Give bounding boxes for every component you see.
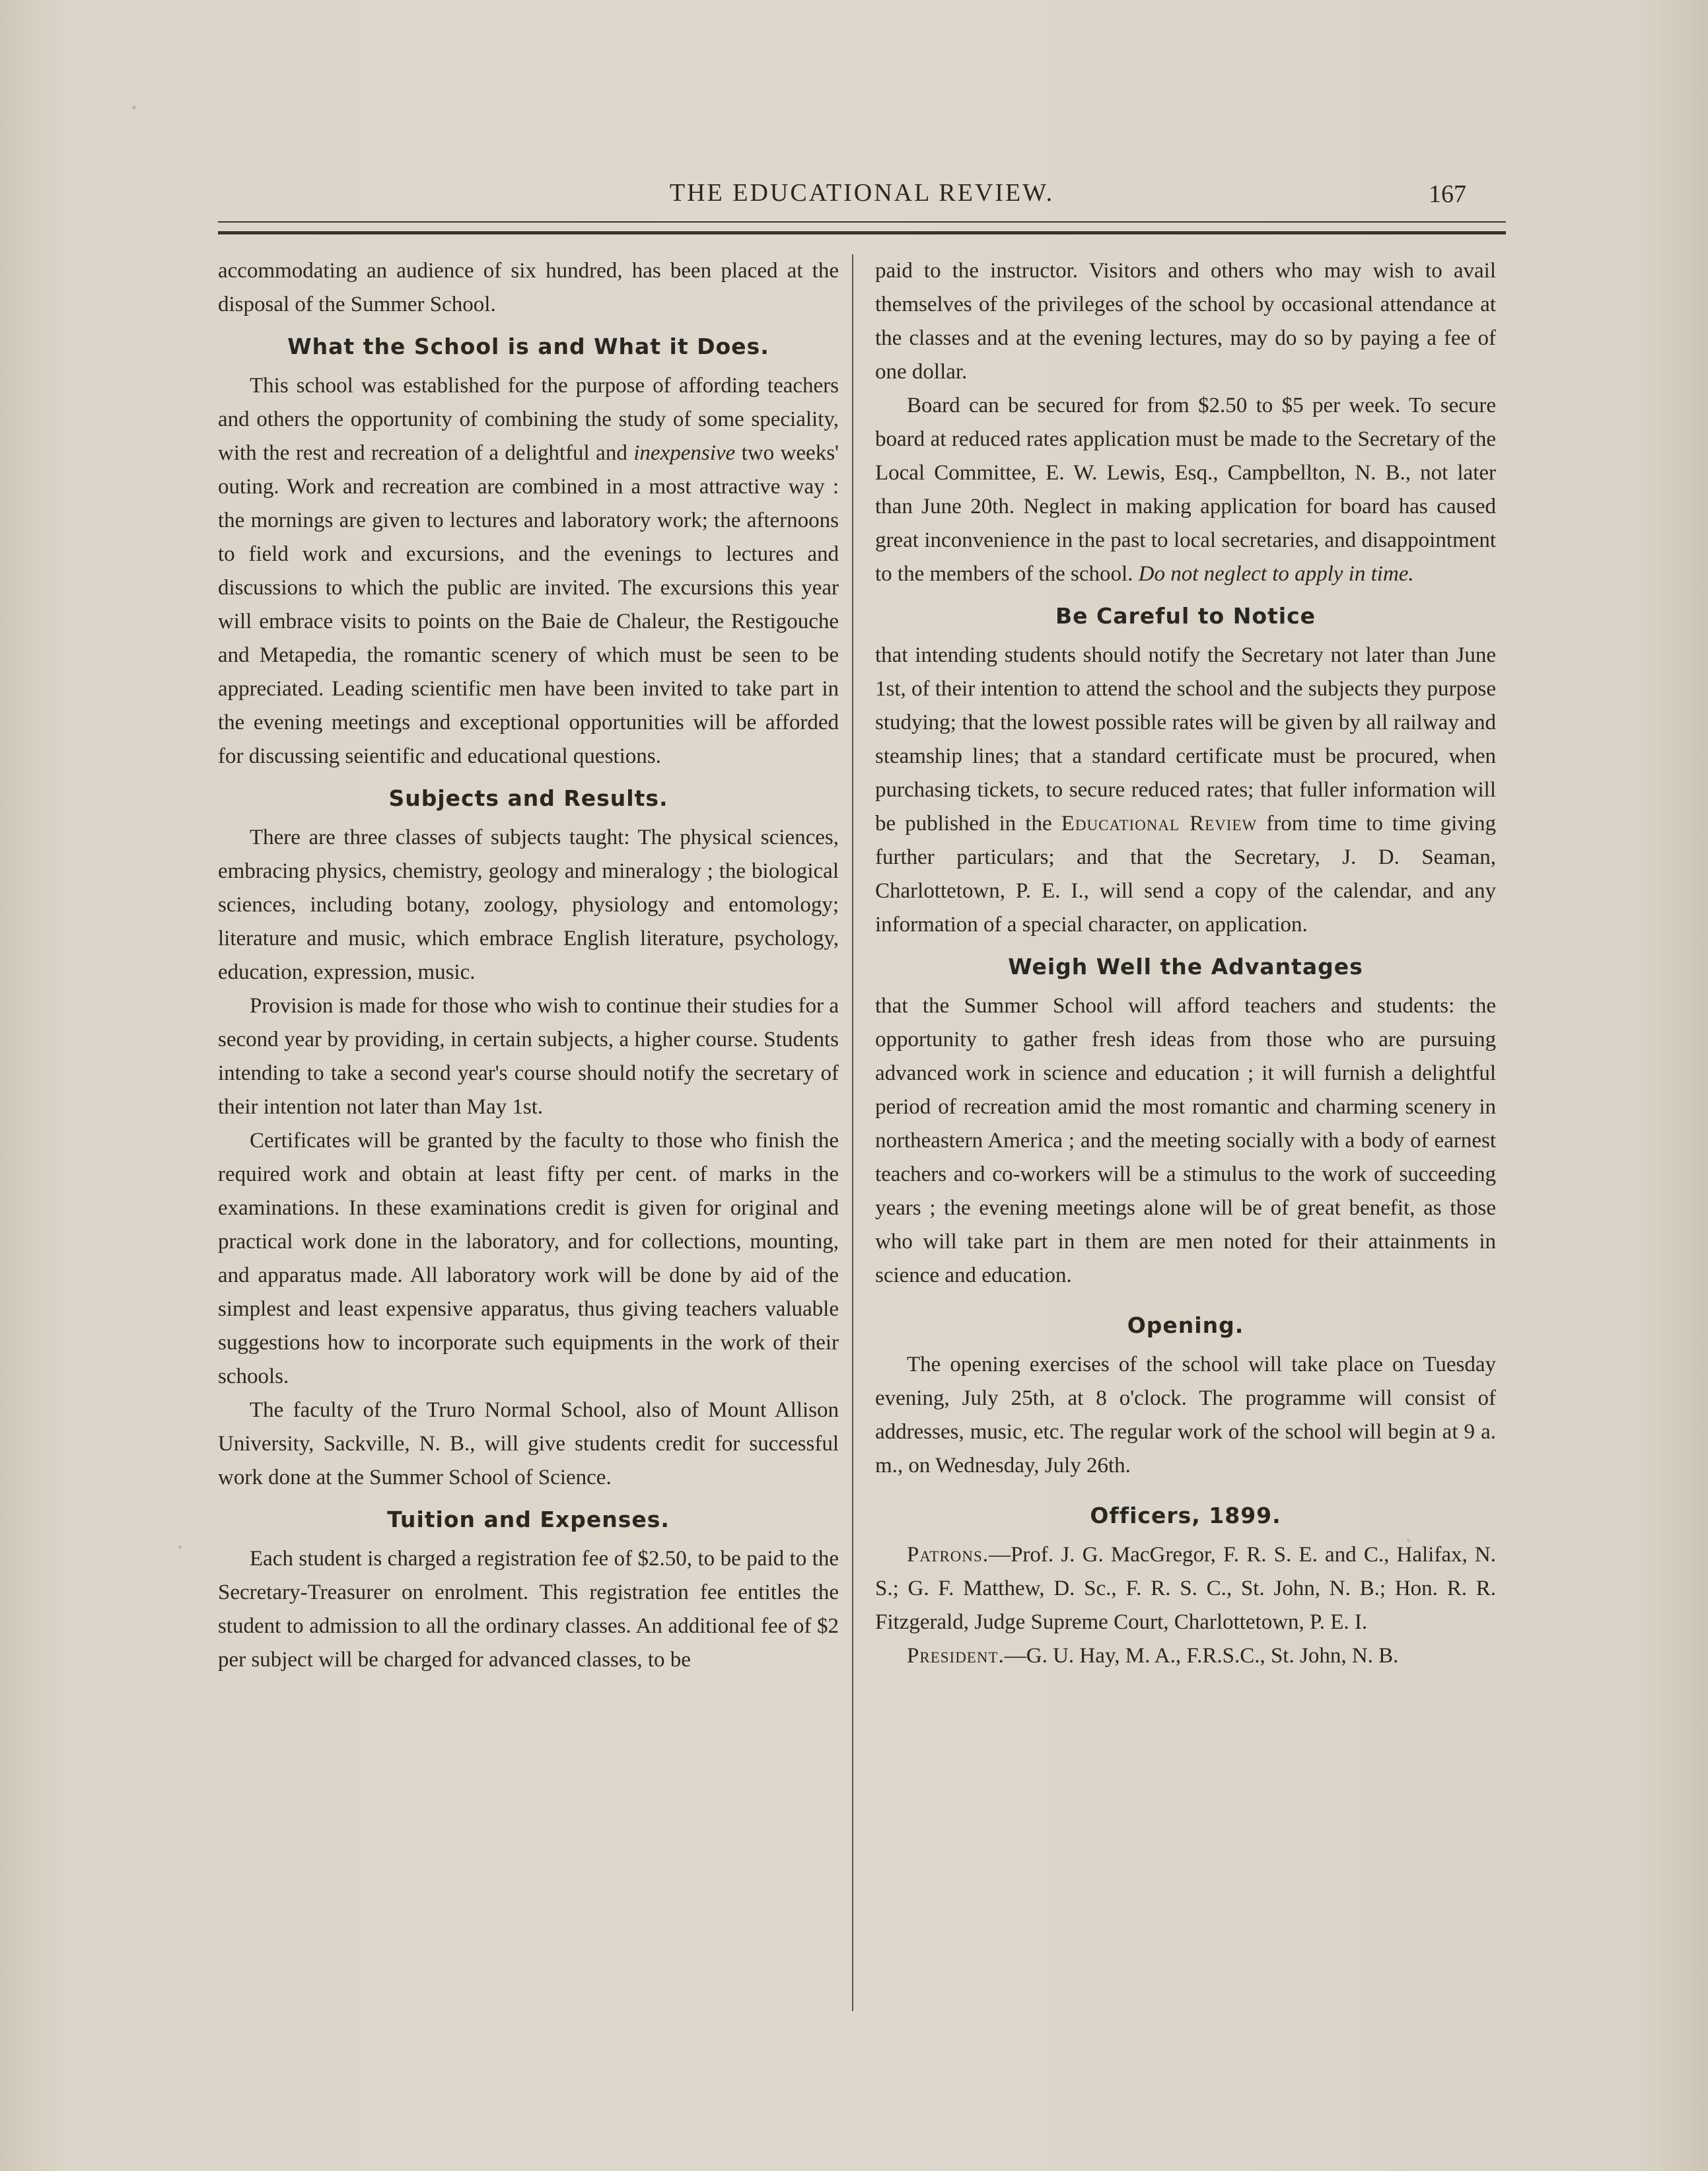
paper-speck	[132, 106, 136, 110]
right-column	[875, 254, 1496, 1673]
paragraph-continued: paid to the instructor. Visitors and others who may wish to avail themselves of the privileges of the school by occasional attendance at the classes and at the evening lectures, may do so by paying a fee of one dollar.	[875, 259, 1496, 384]
paragraph-notice	[875, 639, 1496, 942]
text-run: This school was established for the purpose of affording teachers and others the opportunity of combining the study of some speciality, with the rest and recreation of a delightful and	[218, 374, 839, 465]
heading-officers: Officers, 1899.	[1090, 1503, 1281, 1528]
label-patrons: Patrons.	[907, 1543, 989, 1567]
paragraph-faculty-credit: The faculty of the Truro Normal School, also of Mount Allison University, Sackville, N. B., will give students credit for successful work done at the Summer School of Science.	[218, 1398, 839, 1489]
header-rule-thin	[218, 221, 1506, 223]
column-divider	[852, 254, 853, 2011]
paragraph-purpose	[218, 369, 839, 773]
paper-speck	[178, 1546, 182, 1549]
text-run: Board can be secured for from $2.50 to $5 per week. To secure board at reduced rates application must be made to the Secretary of the Local Committee, E. W. Lewis, Esq., Campbellton, N. B., not later than June 20th. Neglect in making application for board has caused great inconvenience in the past to local secretaries, and disappointment to the members of the school.	[875, 394, 1496, 586]
paragraph-board	[875, 389, 1496, 591]
heading-opening: Opening.	[1127, 1312, 1244, 1338]
paragraph-subjects: There are three classes of subjects taught: The physical sciences, embracing physics, chemistry, geology and mineralogy ; the biological sciences, including botany, zoology, physiology and entomology; literature and music, which embrace English literature, psychology, education, expression, music.	[218, 826, 839, 984]
heading-what-the-school-is: What the School is and What it Does.	[287, 334, 769, 359]
page-number: 167	[1429, 180, 1466, 208]
heading-be-careful: Be Careful to Notice	[1055, 603, 1316, 629]
running-title: THE EDUCATIONAL REVIEW.	[669, 179, 1055, 207]
paragraph-advantages: that the Summer School will afford teachers and students: the opportunity to gather fresh ideas from those who are pursuing advanced work in science and education ; it will furnish a delightful period of recreation amid the most romantic and charming scenery in northeastern America ; and the meeting socially with a body of earnest teachers and co-workers will be a stimulus to the work of succeeding years ; the evening meetings alone will be of great benefit, as those who will take part in them are men noted for their attainments in science and education.	[875, 994, 1496, 1287]
left-column	[218, 254, 839, 1677]
paragraph-opening: The opening exercises of the school will take place on Tuesday evening, July 25th, at 8 o'clock. The programme will consist of addresses, music, etc. The regular work of the school will begin at 9 a. m., on Wednesday, July 26th.	[875, 1353, 1496, 1477]
paragraph-certificates: Certificates will be granted by the faculty to those who finish the required work and obtain at least fifty per cent. of marks in the examinations. In these examinations credit is given for original and practical work done in the laboratory, and for collections, mounting, and apparatus made. All laboratory work will be done by aid of the simplest and least expensive apparatus, thus giving teachers valuable suggestions how to incorporate such equipments in the work of their schools.	[218, 1129, 839, 1388]
text-run: two weeks' outing. Work and recreation are combined in a most attractive way : the mornings are given to lectures and laboratory work; the afternoons to field work and excursions, and the evenings to lectures and discussions to which the public are invited. The excursions this year will embrace visits to points on the Baie de Chaleur, the Restigouche and Metapedia, the romantic scenery of which must be seen to be appreciated. Leading scientific men have been invited to take part in the evening meetings and exceptional opportunities will be afforded for discussing seientific and educational questions.	[218, 441, 839, 768]
paper-speck	[1407, 1539, 1410, 1542]
header-rule-thick	[218, 231, 1506, 234]
paragraph-second-year: Provision is made for those who wish to continue their studies for a second year by providing, in certain subjects, a higher course. Students intending to take a second year's course should notify the secretary of their intention not later than May 1st.	[218, 994, 839, 1119]
text-run: —Prof. J. G. MacGregor, F. R. S. E. and C., Halifax, N. S.; G. F. Matthew, D. Sc., F. R. S. C., St. John, N. B.; Hon. R. R. Fitzgerald, Judge Supreme Court, Charlottetown, P. E. I.	[875, 1543, 1496, 1634]
emphasis-inexpensive: inexpensive	[633, 441, 736, 465]
journal-name: Educational Review	[1061, 812, 1258, 836]
page-header	[218, 178, 1506, 218]
heading-subjects-results: Subjects and Results.	[388, 785, 668, 811]
paragraph-patrons	[875, 1538, 1496, 1639]
heading-weigh-well: Weigh Well the Advantages	[1008, 954, 1363, 979]
text-run: from time to time giving further particulars; and that the Secretary, J. D. Seaman, Charlottetown, P. E. I., will send a copy of the calendar, and any information of a special character, on application.	[875, 812, 1496, 937]
label-president: President.	[907, 1644, 1005, 1668]
text-run: that intending students should notify the Secretary not later than June 1st, of their intention to attend the school and the subjects they purpose studying; that the lowest possible rates will be given by all railway and steamship lines; that a standard certificate must be procured, when purchasing tickets, to secure reduced rates; that fuller information will be published in the	[875, 643, 1496, 836]
paragraph-registration-fee: Each student is charged a registration fee of $2.50, to be paid to the Secretary-Treasurer on enrolment. This registration fee entitles the student to admission to all the ordinary classes. An additional fee of $2 per subject will be charged for advanced classes, to be	[218, 1547, 839, 1672]
emphasis-apply-in-time: Do not neglect to apply in time.	[1138, 562, 1414, 586]
heading-tuition-expenses: Tuition and Expenses.	[387, 1507, 670, 1532]
paragraph-continued: accommodating an audience of six hundred, has been placed at the disposal of the Summer School.	[218, 259, 839, 316]
text-run: —G. U. Hay, M. A., F.R.S.C., St. John, N. B.	[1004, 1644, 1399, 1668]
paragraph-president	[875, 1639, 1496, 1673]
